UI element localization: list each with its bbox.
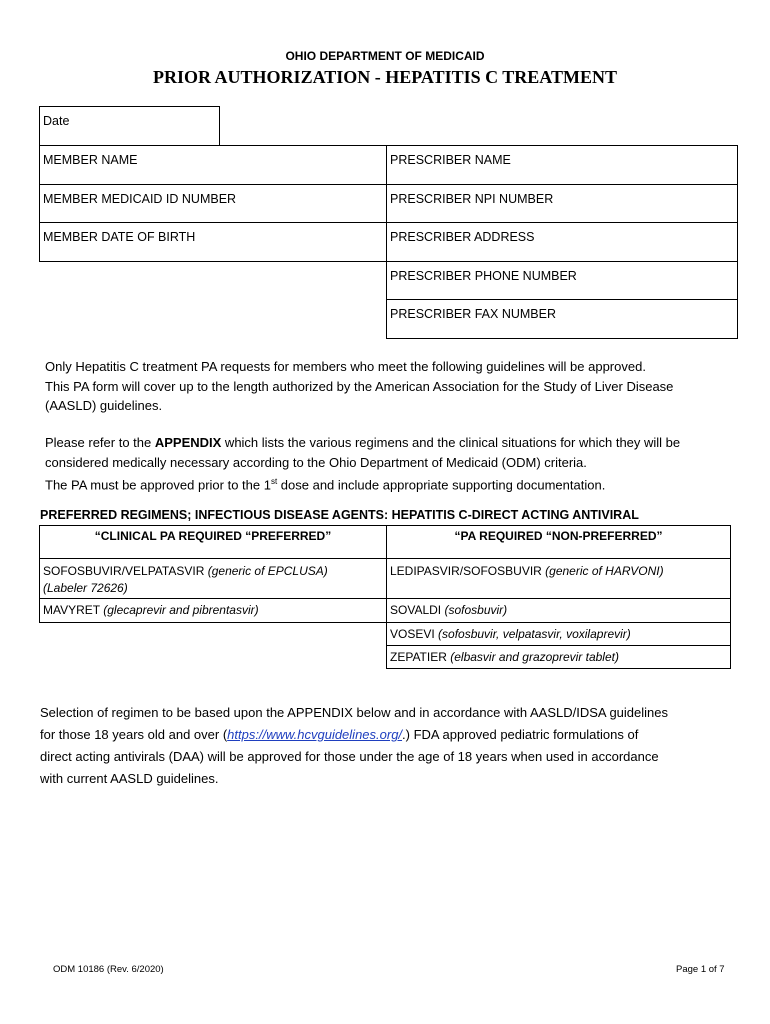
prescriber-fax-field[interactable] [386,299,738,339]
page-title: PRIOR AUTHORIZATION - HEPATITIS C TREATMENT [153,67,617,87]
appendix-paragraph [45,433,745,495]
preferred-header [39,525,387,559]
nonpreferred-header [386,525,731,559]
drug-name: SOFOSBUVIR/VELPATASVIR [43,564,208,578]
drug-name: VOSEVI [390,627,439,641]
preferred-header-label: “CLINICAL PA REQUIRED “PREFERRED” [94,529,332,543]
table-row [386,622,731,646]
drug-generic: (sofosbuvir) [444,603,508,617]
prescriber-address-label: PRESCRIBER ADDRESS [390,230,535,244]
prescriber-npi-label: PRESCRIBER NPI NUMBER [390,192,554,206]
drug-generic: (glecaprevir and pibrentasvir) [103,603,259,617]
prescriber-address-field[interactable] [386,222,738,262]
approval-text: The PA must be approved prior to the 1 [45,477,271,493]
prescriber-name-field[interactable] [386,145,738,185]
selection-line: with current AASLD guidelines. [40,771,219,786]
table-row [386,598,731,623]
member-name-field[interactable] [39,145,387,185]
date-label: Date [43,114,70,128]
approval-text: dose and include appropriate supporting documentation. [277,477,606,493]
drug-name: MAVYRET [43,603,104,617]
selection-line: Selection of regimen to be based upon the APPENDIX below and in accordance with AASLD/IDSA guidelines [40,705,668,720]
selection-paragraph [40,702,730,790]
drug-generic: (generic of HARVONI) [545,564,664,578]
appendix-text: which lists the various regimens and the clinical situations for which they will be [221,435,681,450]
selection-text: for those 18 years old and over ( [40,727,228,742]
table-row [39,558,387,599]
drug-generic: (generic of EPCLUSA) [207,564,328,578]
drug-name: ZEPATIER [390,650,451,664]
date-field[interactable] [39,106,220,146]
table-row [386,558,731,599]
prescriber-phone-field[interactable] [386,261,738,300]
appendix-line: considered medically necessary according to the Ohio Department of Medicaid (ODM) criteria. [45,454,587,470]
appendix-keyword: APPENDIX [154,435,222,450]
approval-sup: st [270,477,278,486]
member-dob-field[interactable] [39,222,387,262]
drug-generic: (elbasvir and grazoprevir tablet) [450,650,619,664]
intro-line: Only Hepatitis C treatment PA requests for members who meet the following guidelines will be approved. [45,359,646,374]
member-medicaid-id-label: MEMBER MEDICAID ID NUMBER [43,192,237,206]
prescriber-fax-label: PRESCRIBER FAX NUMBER [390,307,557,321]
nonpreferred-header-label: “PA REQUIRED “NON-PREFERRED” [454,529,663,543]
page-number: Page 1 of 7 [676,964,725,975]
prescriber-npi-field[interactable] [386,184,738,223]
prescriber-name-label: PRESCRIBER NAME [390,153,511,167]
regimens-title: PREFERRED REGIMENS; INFECTIOUS DISEASE AGENTS: HEPATITIS C-DIRECT ACTING ANTIVIRAL [40,508,639,522]
drug-name: SOVALDI [390,603,445,617]
table-row [39,598,387,623]
appendix-text: Please refer to the [45,435,155,450]
selection-line: direct acting antivirals (DAA) will be approved for those under the age of 18 years when used in accordance [40,749,659,764]
table-row [386,645,731,669]
member-dob-label: MEMBER DATE OF BIRTH [43,230,196,244]
form-id: ODM 10186 (Rev. 6/2020) [53,964,164,975]
prescriber-phone-label: PRESCRIBER PHONE NUMBER [390,269,577,283]
drug-name: LEDIPASVIR/SOFOSBUVIR [390,564,546,578]
intro-paragraph [45,357,735,416]
intro-line: This PA form will cover up to the length authorized by the American Association for the Study of Liver Disease [45,378,674,394]
selection-text: .) FDA approved pediatric formulations of [402,727,639,742]
intro-line: (AASLD) guidelines. [45,398,163,413]
department-heading: OHIO DEPARTMENT OF MEDICAID [285,49,485,63]
hcv-guidelines-link[interactable]: https://www.hcvguidelines.org/ [227,727,403,742]
member-medicaid-id-field[interactable] [39,184,387,223]
drug-generic: (sofosbuvir, velpatasvir, voxilaprevir) [438,627,631,641]
drug-labeler: (Labeler 72626) [43,581,128,595]
member-name-label: MEMBER NAME [43,153,138,167]
